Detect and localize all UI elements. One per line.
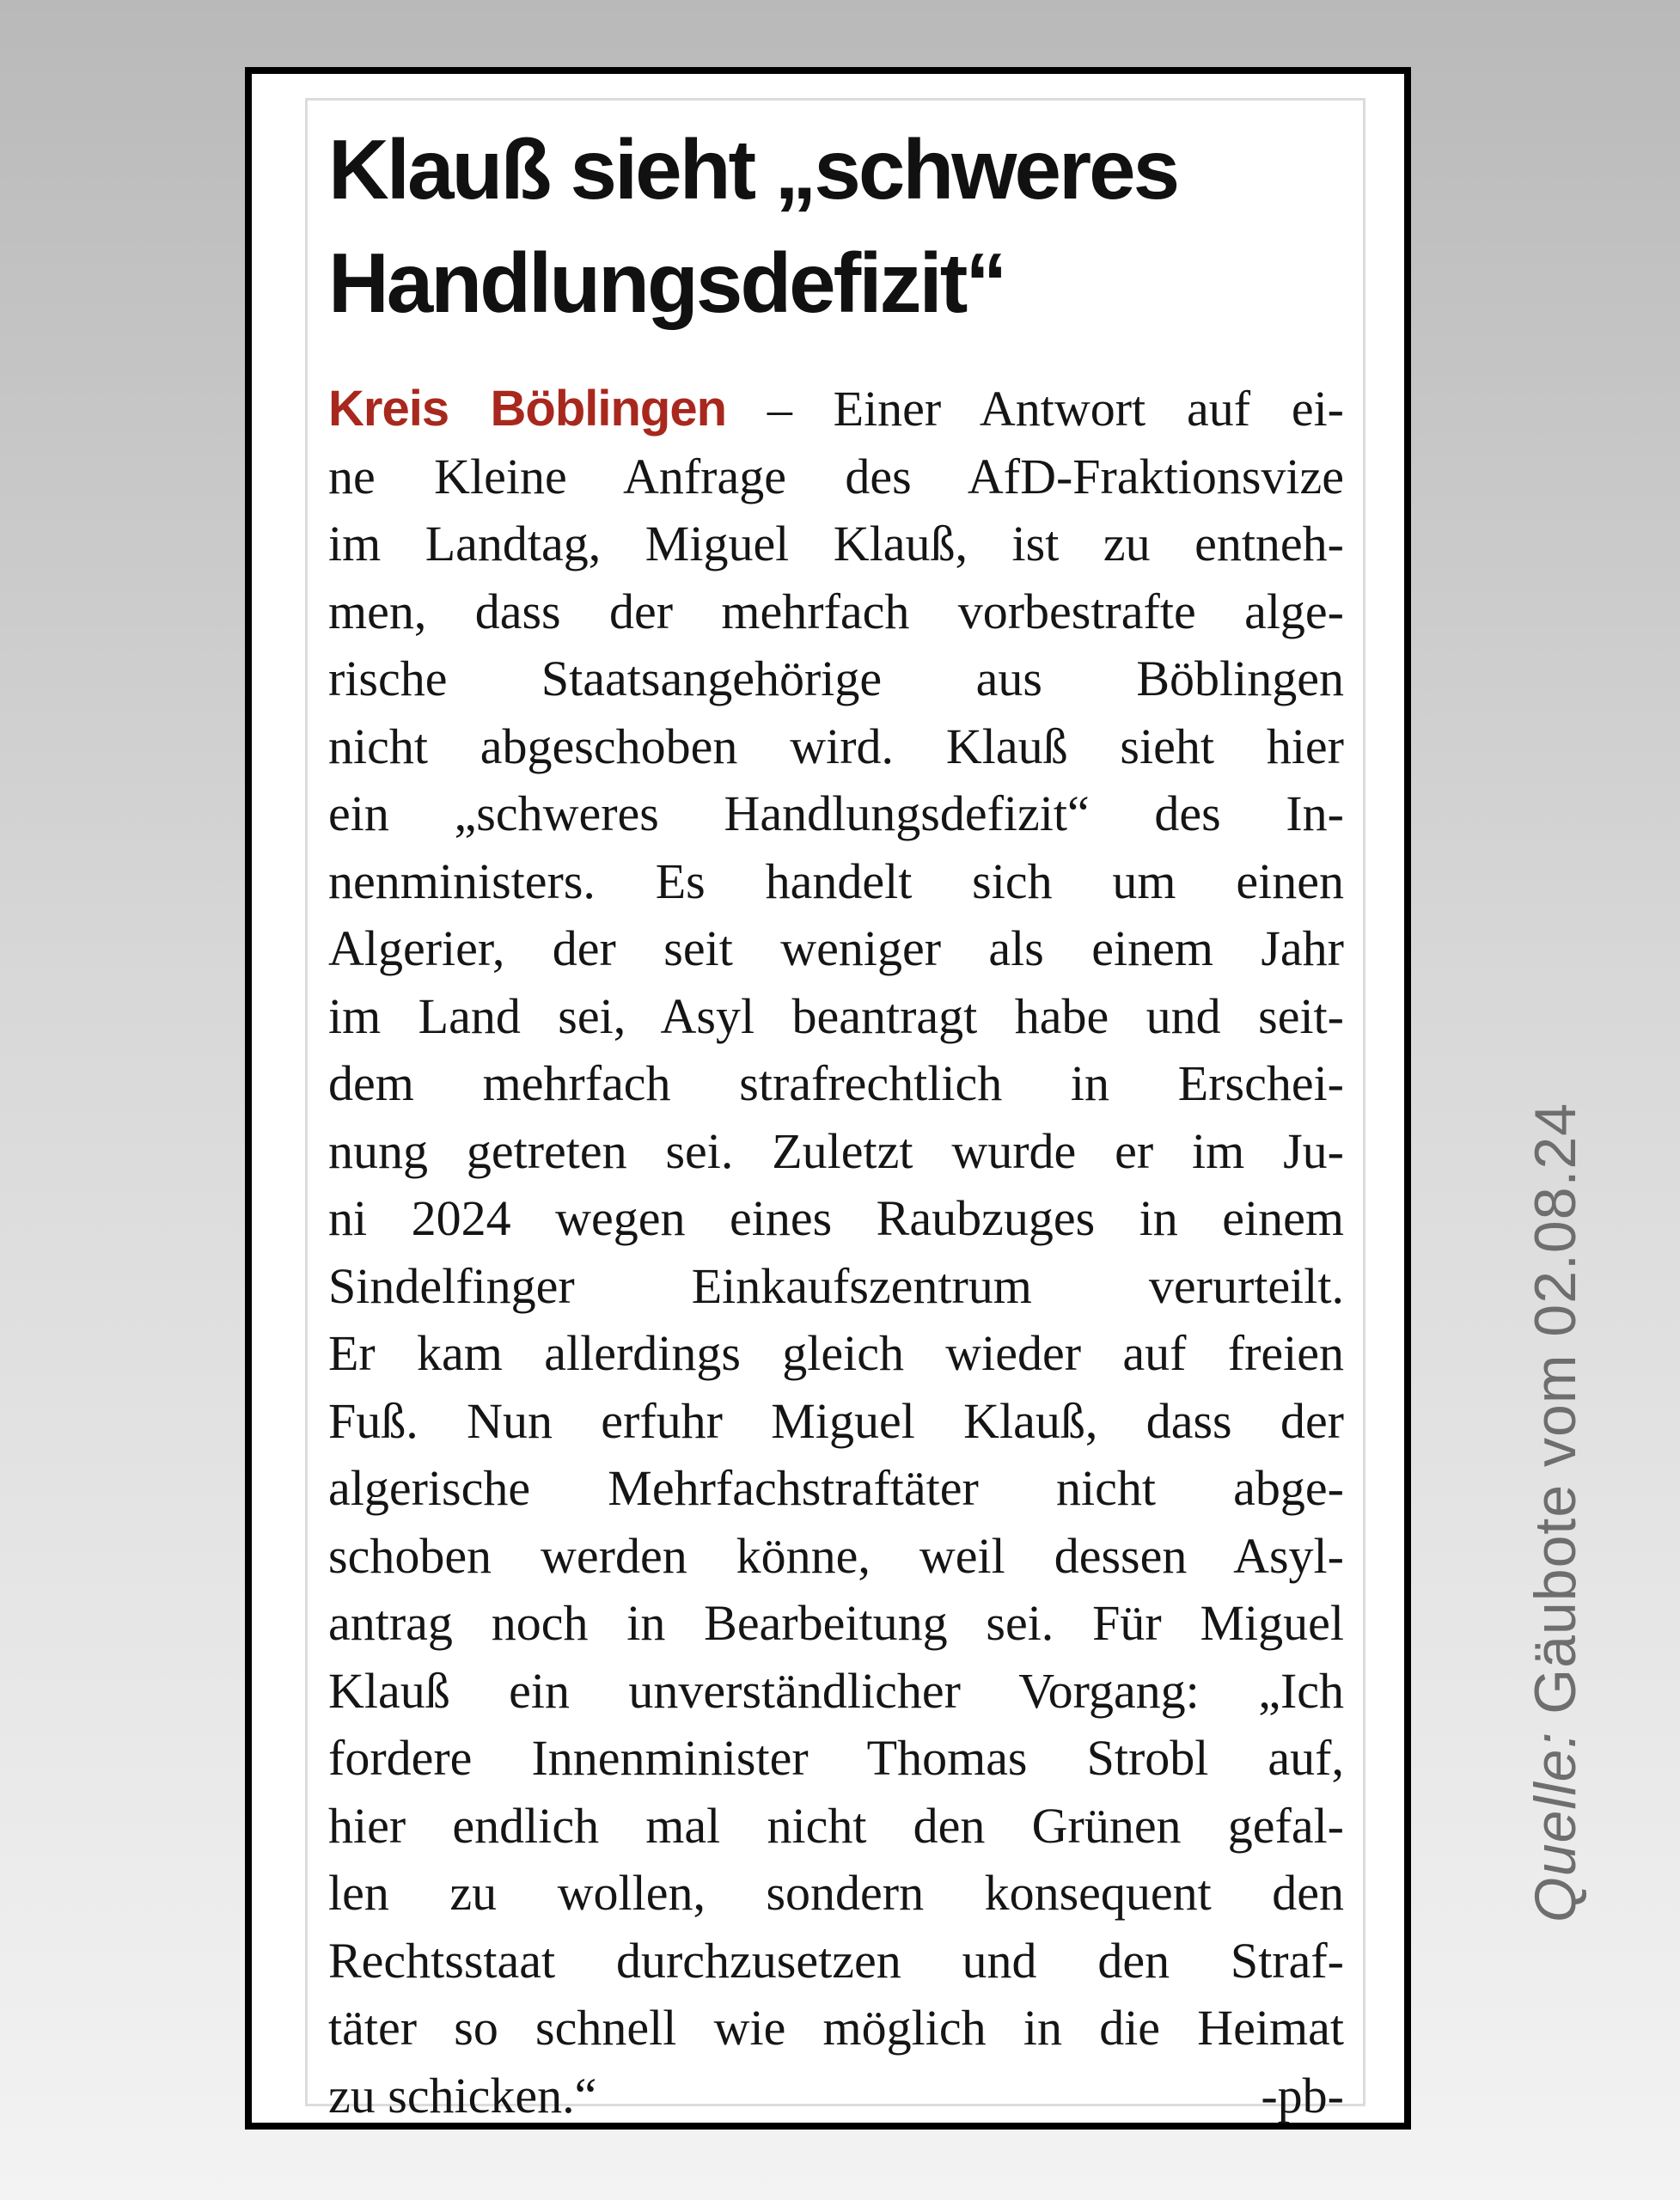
body-line: ein „schweres Handlungsdefizit“ des In- bbox=[328, 785, 1344, 841]
body-line: dem mehrfach strafrechtlich in Erschei- bbox=[328, 1055, 1344, 1111]
body-line: len zu wollen, sondern konsequent den bbox=[328, 1865, 1344, 1921]
body-line: nung getreten sei. Zuletzt wurde er im Ju- bbox=[328, 1122, 1344, 1179]
body-last-text: zu schicken.“ bbox=[328, 2067, 597, 2124]
body-line: Fuß. Nun erfuhr Miguel Klauß, dass der bbox=[328, 1392, 1344, 1449]
body-line: Rechtsstaat durchzusetzen und den Straf- bbox=[328, 1932, 1344, 1989]
source-text: Gäubote vom 02.08.24 bbox=[1523, 1102, 1588, 1732]
body-line: Klauß ein unverständlicher Vorgang: „Ich bbox=[328, 1662, 1344, 1719]
body-line-text: – Einer Antwort auf ei- bbox=[726, 381, 1344, 437]
body-line: Er kam allerdings gleich wieder auf freien bbox=[328, 1325, 1344, 1381]
body-line-last bbox=[328, 2062, 1344, 2130]
headline-line: Klauß sieht „schweres bbox=[328, 122, 1178, 217]
dateline: Kreis Böblingen bbox=[328, 381, 727, 437]
headline bbox=[328, 113, 1344, 339]
source-label: Quelle: bbox=[1523, 1731, 1588, 1923]
body-line-first bbox=[328, 376, 1344, 443]
headline-line: Handlungsdefizit“ bbox=[328, 235, 1005, 330]
article-body bbox=[328, 376, 1344, 2130]
body-line: fordere Innenminister Thomas Strobl auf, bbox=[328, 1730, 1344, 1786]
body-line: im Land sei, Asyl beantragt habe und seit- bbox=[328, 987, 1344, 1044]
body-line: Sindelfinger Einkaufszentrum verurteilt. bbox=[328, 1257, 1344, 1314]
body-line: nenministers. Es handelt sich um einen bbox=[328, 852, 1344, 909]
newspaper-clipping-frame bbox=[245, 67, 1411, 2130]
body-line: nicht abgeschoben wird. Klauß sieht hier bbox=[328, 718, 1344, 774]
body-line: antrag noch in Bearbeitung sei. Für Miguel bbox=[328, 1595, 1344, 1651]
source-caption bbox=[1522, 1103, 1589, 1922]
author-initials: -pb- bbox=[1261, 2067, 1344, 2124]
body-line: schoben werden könne, weil dessen Asyl- bbox=[328, 1527, 1344, 1584]
body-line: Algerier, der seit weniger als einem Jahr bbox=[328, 920, 1344, 976]
body-line: men, dass der mehrfach vorbestrafte alge- bbox=[328, 583, 1344, 639]
body-line: im Landtag, Miguel Klauß, ist zu entneh- bbox=[328, 516, 1344, 571]
body-line: rische Staatsangehörige aus Böblingen bbox=[328, 651, 1344, 706]
body-line: ne Kleine Anfrage des AfD-Fraktionsvize bbox=[328, 448, 1344, 504]
body-line: täter so schnell wie möglich in die Heimat bbox=[328, 2000, 1344, 2056]
body-line: hier endlich mal nicht den Grünen gefal- bbox=[328, 1797, 1344, 1854]
body-line: algerische Mehrfachstraftäter nicht abge- bbox=[328, 1460, 1344, 1516]
article bbox=[305, 98, 1365, 2124]
body-line: ni 2024 wegen eines Raubzuges in einem bbox=[328, 1190, 1344, 1246]
